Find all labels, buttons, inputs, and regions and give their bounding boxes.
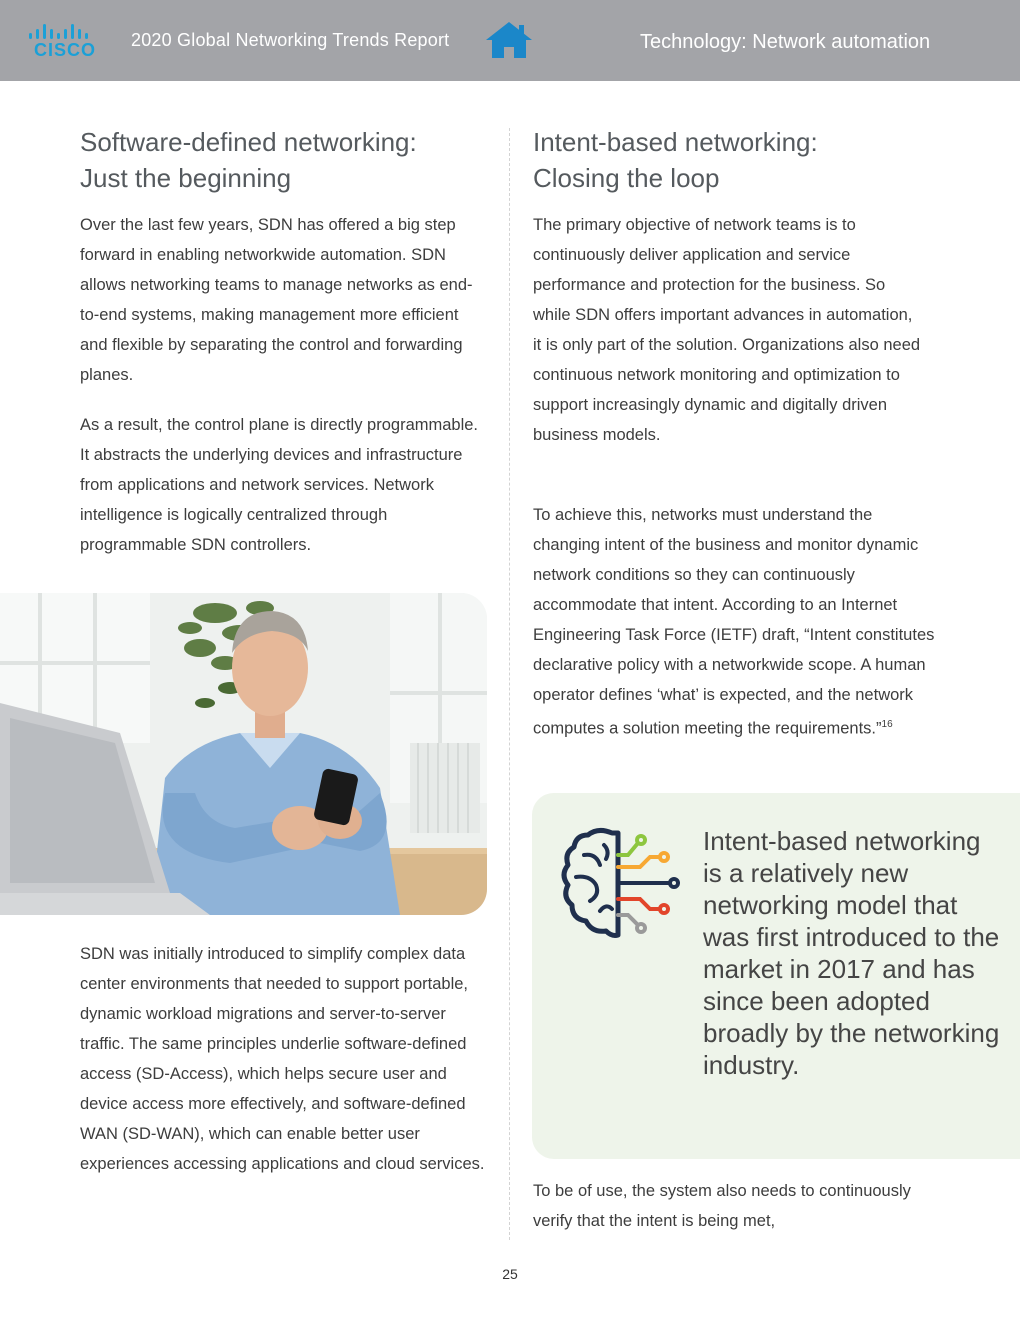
left-heading: [80, 124, 500, 196]
footnote-marker: 16: [881, 719, 893, 730]
right-paragraph-3: To be of use, the system also needs to continuously verify that the intent is being met,: [533, 1182, 911, 1230]
left-heading-line2: Just the beginning: [80, 163, 292, 193]
brain-circuit-icon: [560, 825, 682, 945]
callout-quote: Intent-based networking is a relatively new networking model that was first introduced to the market in 2017 and has since been adopted broadly by the networking industry.: [703, 826, 1000, 1080]
cisco-bars-icon: [28, 22, 94, 42]
left-paragraph-3: SDN was initially introduced to simplify complex data center environments that needed to support portable, dynamic workload migrations and server-to-server traffic. The same principles underlie software-defined access (SD-Access), which helps secure user and device access more effectively, and software-defined WAN (SD-WAN), which can enable better user experiences accessing applications and cloud services.: [80, 945, 485, 1173]
left-paragraph-1: Over the last few years, SDN has offered a big step forward in enabling networkwide automation. SDN allows networking teams to manage networks as end-to-end systems, making management more efficient and flexible by separating the control and forwarding planes.: [80, 216, 473, 384]
cisco-wordmark: CISCO: [34, 40, 97, 60]
right-paragraph-2-text: To achieve this, networks must understand the changing intent of the business and monitor dynamic network conditions so they can continuously accommodate that intent. According to an Internet Engineering Task Force (IETF) draft, “Intent constitutes declarative policy with a networkwide scope. A human operator defines ‘what’ is expected, and the network computes a solution meeting the requirements.”: [533, 506, 935, 738]
right-heading: [533, 124, 973, 196]
cisco-logo[interactable]: [28, 22, 98, 62]
section-label: Technology: Network automation: [640, 31, 931, 53]
man-with-phone-photo: [0, 593, 487, 915]
home-icon[interactable]: [484, 20, 534, 60]
right-paragraph-1: The primary objective of network teams is to continuously deliver application and service performance and protection for the business. So while SDN offers important advances in automation, it is only part of the solution. Organizations also need continuous network monitoring and optimization to support increasingly dynamic and digitally driven business models.: [533, 216, 921, 444]
right-paragraph-2: [533, 500, 943, 744]
right-heading-line1: Intent-based networking:: [533, 127, 818, 157]
photo-illustration: [0, 593, 487, 915]
left-paragraph-2: As a result, the control plane is directly programmable. It abstracts the underlying devices and infrastructure from applications and network services. Network intelligence is logically centralized through programmable SDN controllers.: [80, 416, 479, 554]
left-heading-line1: Software-defined networking:: [80, 127, 417, 157]
page-number: 25: [502, 1266, 518, 1282]
header-bar: [0, 0, 1020, 81]
column-divider: [509, 128, 510, 1240]
right-heading-line2: Closing the loop: [533, 163, 720, 193]
report-title: 2020 Global Networking Trends Report: [131, 30, 450, 50]
